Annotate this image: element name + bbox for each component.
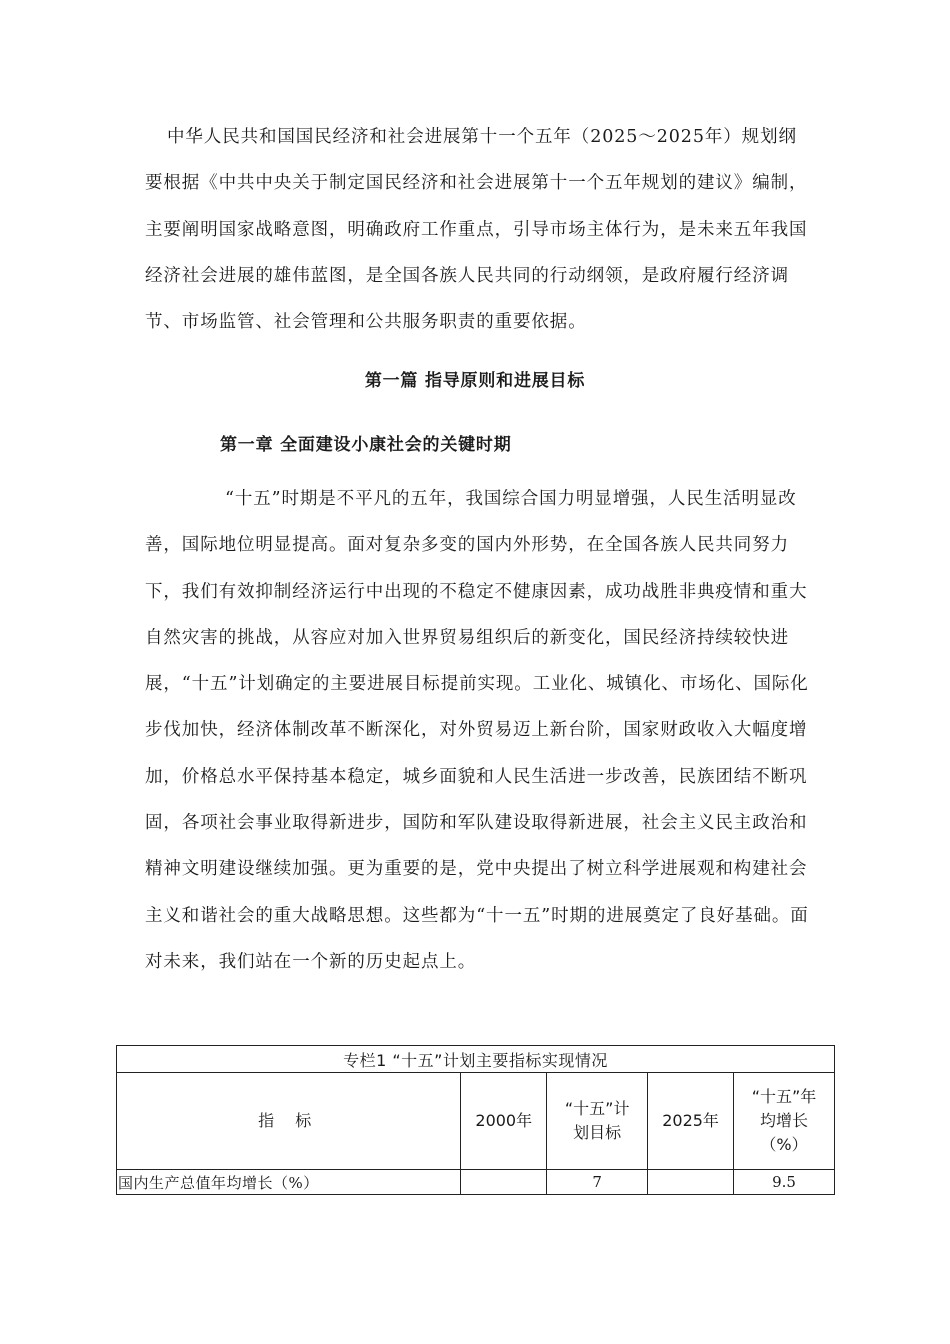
chapter-paragraph: “十五”时期是不平凡的五年，我国综合国力明显增强，人民生活明显改善，国际地位明显提高。面对复杂多变的国内外形势，在全国各族人民共同努力下，我们有效抑制经济运行中出现的不稳定不健康因素，成功战胜非典疫情和重大自然灾害的挑战，从容应对加入世界贸易组织后的新变化，国民经济持续较快进展，“十五”计划确定的主要进展目标提前实现。工业化、城镇化、市场化、国际化步伐加快，经济体制改革不断深化，对外贸易迈上新台阶，国家财政收入大幅度增加，价格总水平保持基本稳定，城乡面貌和人民生活进一步改善，民族团结不断巩固，各项社会事业取得新进步，国防和军队建设取得新进展，社会主义民主政治和精神文明建设继续加强。更为重要的是，党中央提出了树立科学进展观和构建社会主义和谐社会的重大战略思想。这些都为“十一五”时期的进展奠定了良好基础。面对未来，我们站在一个新的历史起点上。 <box>145 489 809 972</box>
cell-plan-target: 7 <box>547 1170 648 1195</box>
header-avg-growth <box>734 1073 835 1170</box>
cell-2025 <box>648 1170 734 1195</box>
header-2025: 2025年 <box>648 1073 734 1170</box>
header-2000: 2000年 <box>461 1073 547 1170</box>
cell-avg-growth: 9.5 <box>734 1170 835 1195</box>
header-avg-growth-text: “十五”年均增长（%） <box>751 1087 817 1154</box>
table-row <box>117 1170 835 1195</box>
indicator-table <box>116 1045 835 1195</box>
intro-paragraph: 中华人民共和国国民经济和社会进展第十一个五年（2025～2025年）规划纲要根据《中共中央关于制定国民经济和社会进展第十一个五年规划的建议》编制，主要阐明国家战略意图，明确政府工作重点，引导市场主体行为，是未来五年我国经济社会进展的雄伟蓝图，是全国各族人民共同的行动纲领，是政府履行经济调节、市场监管、社会管理和公共服务职责的重要依据。 <box>145 127 808 333</box>
table-header-row <box>117 1073 835 1170</box>
header-indicator: 指 标 <box>117 1073 461 1170</box>
part-heading: 第一篇 指导原则和进展目标 <box>364 371 586 391</box>
header-plan-target-text: “十五”计划目标 <box>564 1099 630 1142</box>
chapter-heading: 第一章 全面建设小康社会的关键时期 <box>220 435 512 455</box>
cell-indicator: 国内生产总值年均增长（%） <box>117 1170 461 1195</box>
table-caption: 专栏1 “十五”计划主要指标实现情况 <box>117 1046 835 1073</box>
header-plan-target <box>547 1073 648 1170</box>
cell-2000 <box>461 1170 547 1195</box>
